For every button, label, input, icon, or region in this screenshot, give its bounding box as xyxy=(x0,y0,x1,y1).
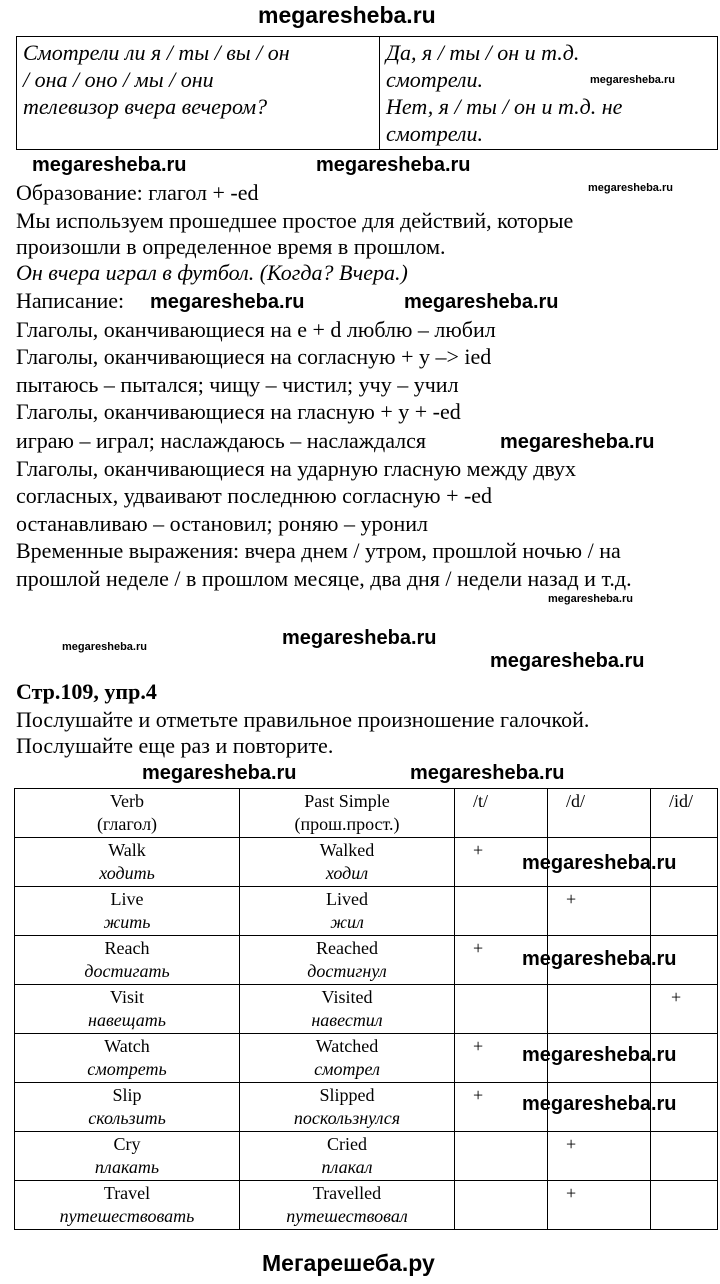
past-translation: плакал xyxy=(321,1157,373,1177)
table-row xyxy=(15,1181,718,1230)
rule-line: согласных, удваивают последнюю согласную + -ed xyxy=(16,483,493,508)
verb-cell xyxy=(15,985,240,1034)
table-row xyxy=(15,1132,718,1181)
header-verb xyxy=(15,789,240,838)
id-cell xyxy=(651,1132,718,1181)
answer-cell xyxy=(380,37,718,150)
past-translation: смотрел xyxy=(314,1059,380,1079)
verb-cell xyxy=(15,1132,240,1181)
usage-line: Мы используем прошедшее простое для действий, которые xyxy=(16,208,574,233)
id-cell xyxy=(651,887,718,936)
verb: Live xyxy=(110,889,144,909)
past-cell xyxy=(240,936,455,985)
verb: Visit xyxy=(110,987,144,1007)
rule-line: пытаюсь – пытался; чищу – чистил; учу – учил xyxy=(16,372,459,397)
rule-line: останавливаю – остановил; роняю – уронил xyxy=(16,511,428,536)
watermark: megaresheba.ru xyxy=(500,431,655,453)
past-cell xyxy=(240,1083,455,1132)
t-cell: + xyxy=(455,838,548,887)
past-cell xyxy=(240,1034,455,1083)
header-sublabel: (глагол) xyxy=(96,814,158,834)
verb-translation: плакать xyxy=(94,1157,160,1177)
past-cell xyxy=(240,985,455,1034)
watermark: megaresheba.ru xyxy=(522,852,677,874)
rule-line: Временные выражения: вчера днем / утром, прошлой ночью / на xyxy=(16,538,621,563)
text-line: Да, я / ты / он и т.д. xyxy=(386,40,580,65)
verb-cell xyxy=(15,838,240,887)
usage-line: произошли в определенное время в прошлом. xyxy=(16,234,446,259)
past-translation: навестил xyxy=(311,1010,383,1030)
verb-cell xyxy=(15,1181,240,1230)
past-cell xyxy=(240,1132,455,1181)
text-line: Смотрели ли я / ты / вы / он xyxy=(23,40,290,65)
exercise-heading: Стр.109, упр.4 xyxy=(16,679,157,704)
d-cell xyxy=(548,985,651,1034)
d-cell: + xyxy=(548,887,651,936)
verb-translation: смотреть xyxy=(87,1059,167,1079)
verb-cell xyxy=(15,1034,240,1083)
verb: Travel xyxy=(103,1183,151,1203)
verb: Walk xyxy=(108,840,146,860)
example-line: Он вчера играл в футбол. (Когда? Вчера.) xyxy=(16,260,408,285)
verb: Slip xyxy=(112,1085,142,1105)
verb-cell xyxy=(15,1083,240,1132)
header-id: /id/ xyxy=(651,789,718,838)
t-cell: + xyxy=(455,1034,548,1083)
rule-line: играю – играл; наслаждаюсь – наслаждался xyxy=(16,428,427,453)
rule-line: Глаголы, оканчивающиеся на e + d люблю – любил xyxy=(16,317,496,342)
verb: Reach xyxy=(104,938,150,958)
site-title: megaresheba.ru xyxy=(258,2,436,28)
table-row xyxy=(15,985,718,1034)
watermark: megaresheba.ru xyxy=(522,1093,677,1115)
text-line: телевизор вчера вечером? xyxy=(23,94,268,119)
past-form: Visited xyxy=(321,987,373,1007)
verb-translation: путешествовать xyxy=(59,1206,195,1226)
rule-line: Глаголы, оканчивающиеся на ударную гласную между двух xyxy=(16,456,577,481)
past-form: Watched xyxy=(315,1036,379,1056)
watermark: megaresheba.ru xyxy=(490,650,645,672)
question-cell xyxy=(17,37,380,150)
past-translation: достигнул xyxy=(307,961,387,981)
verb-translation: ходить xyxy=(99,863,155,883)
watermark: megaresheba.ru xyxy=(404,291,559,313)
header-sublabel: (прош.прост.) xyxy=(294,814,400,834)
table-header-row xyxy=(15,789,718,838)
spelling-heading: Написание: xyxy=(16,288,125,313)
header-label: Past Simple xyxy=(304,791,390,811)
verb-cell xyxy=(15,887,240,936)
t-cell: + xyxy=(455,936,548,985)
watermark: megaresheba.ru xyxy=(62,641,147,653)
past-form: Cried xyxy=(327,1134,367,1154)
t-cell xyxy=(455,1181,548,1230)
text-line: / она / оно / мы / они xyxy=(23,67,214,92)
rule-line: прошлой неделе / в прошлом месяце, два дня / недели назад и т.д. xyxy=(16,566,632,591)
t-cell xyxy=(455,985,548,1034)
d-cell: + xyxy=(548,1132,651,1181)
text-line: Нет, я / ты / он и т.д. не xyxy=(386,94,623,119)
past-form: Lived xyxy=(326,889,368,909)
past-form: Walked xyxy=(319,840,375,860)
header-d: /d/ xyxy=(548,789,651,838)
watermark: megaresheba.ru xyxy=(522,1044,677,1066)
instruction-line: Послушайте еще раз и повторите. xyxy=(16,733,334,758)
verb-cell xyxy=(15,936,240,985)
verb-translation: скользить xyxy=(88,1108,166,1128)
header-label: Verb xyxy=(110,791,144,811)
header-past xyxy=(240,789,455,838)
watermark: megaresheba.ru xyxy=(282,627,437,649)
id-cell: + xyxy=(651,985,718,1034)
id-cell xyxy=(651,1181,718,1230)
past-cell xyxy=(240,838,455,887)
past-translation: поскользнулся xyxy=(293,1108,401,1128)
past-cell xyxy=(240,1181,455,1230)
formation-rule: Образование: глагол + -ed xyxy=(16,180,259,205)
past-form: Travelled xyxy=(312,1183,382,1203)
past-translation: ходил xyxy=(325,863,369,883)
verb-translation: навещать xyxy=(88,1010,166,1030)
text-line: смотрели. xyxy=(386,67,484,92)
header-t: /t/ xyxy=(455,789,548,838)
past-form: Slipped xyxy=(319,1085,375,1105)
watermark: megaresheba.ru xyxy=(142,762,297,784)
watermark: megaresheba.ru xyxy=(32,154,187,176)
text-line: смотрели. xyxy=(386,121,484,146)
table-row xyxy=(15,887,718,936)
past-form: Reached xyxy=(316,938,378,958)
instruction-line: Послушайте и отметьте правильное произношение галочкой. xyxy=(16,707,590,732)
rule-line: Глаголы, оканчивающиеся на гласную + y + -ed xyxy=(16,399,461,424)
verb-translation: достигать xyxy=(84,961,170,981)
past-cell xyxy=(240,887,455,936)
verb: Cry xyxy=(113,1134,141,1154)
verb: Watch xyxy=(104,1036,150,1056)
question-answer-table xyxy=(16,36,718,150)
footer-site-name: Мегарешеба.ру xyxy=(262,1250,435,1276)
watermark: megaresheba.ru xyxy=(316,154,471,176)
watermark: megaresheba.ru xyxy=(410,762,565,784)
rule-line: Глаголы, оканчивающиеся на согласную + y –> ied xyxy=(16,344,492,369)
watermark: megaresheba.ru xyxy=(522,948,677,970)
past-translation: путешествовал xyxy=(286,1206,408,1226)
watermark: megaresheba.ru xyxy=(588,182,673,194)
watermark: megaresheba.ru xyxy=(150,291,305,313)
t-cell: + xyxy=(455,1083,548,1132)
watermark: megaresheba.ru xyxy=(590,74,675,86)
verb-translation: жить xyxy=(103,912,151,932)
past-translation: жил xyxy=(330,912,364,932)
t-cell xyxy=(455,887,548,936)
d-cell: + xyxy=(548,1181,651,1230)
watermark: megaresheba.ru xyxy=(548,593,633,605)
t-cell xyxy=(455,1132,548,1181)
